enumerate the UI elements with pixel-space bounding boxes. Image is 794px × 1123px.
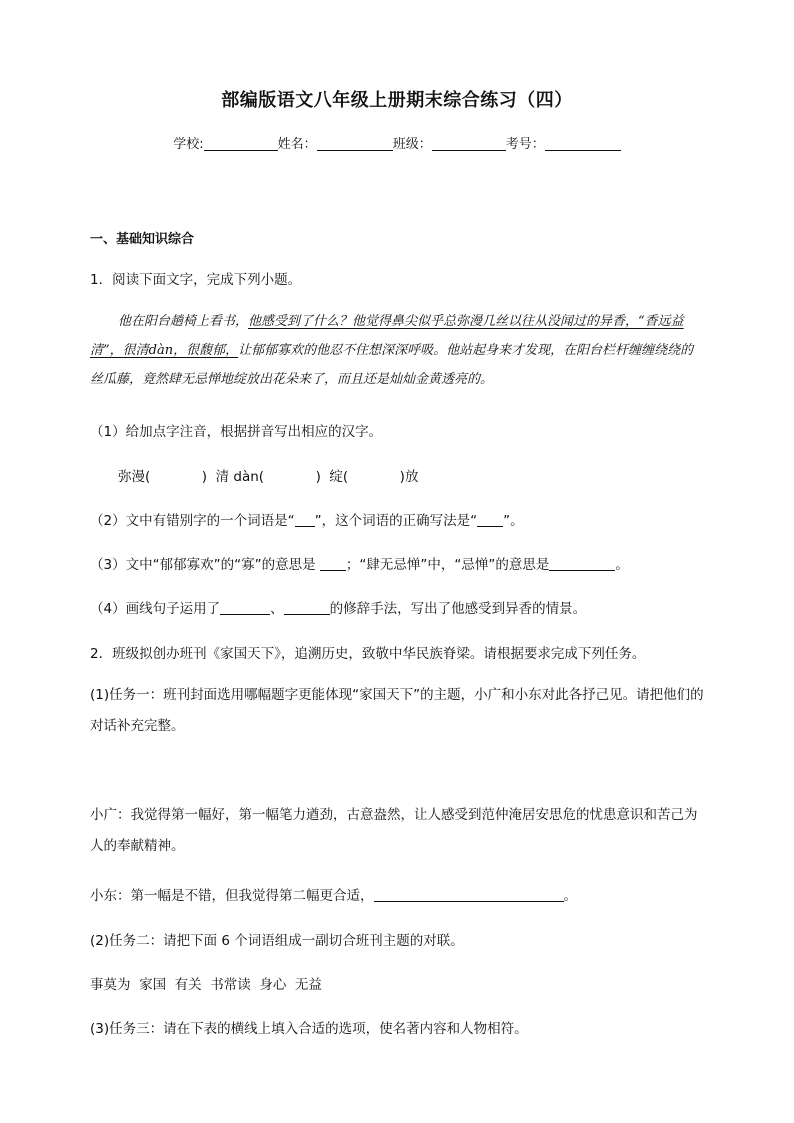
q1-sub4-text-b: 、 <box>270 601 284 617</box>
school-label: 学校: <box>173 137 204 152</box>
xiaoguang-dialogue: 小广：我觉得第一幅好，第一幅笔力遒劲，古意盎然，让人感受到范仲淹居安思危的忧患意识和苦己为人的奉献精神。 <box>90 807 698 854</box>
rhetoric-blank-1[interactable] <box>220 600 270 615</box>
passage-text-start: 他在阳台趟椅上看书， <box>118 314 249 329</box>
rhetoric-blank-2[interactable] <box>284 600 330 615</box>
section-heading: 一、基础知识综合 <box>90 232 195 247</box>
student-info-line <box>0 133 794 152</box>
class-label: 班级： <box>392 137 432 152</box>
q1-sub2-text-b: ”，这个词语的正确写法是“ <box>314 513 478 529</box>
q1-sub4-text-a: （4）画线句子运用了 <box>90 601 221 617</box>
exam-no-label: 考号： <box>505 137 545 152</box>
q1-stem: 1．阅读下面文字，完成下列小题。 <box>90 272 302 288</box>
underlined-sentence: 他感受到了什么？他觉得鼻尖似乎总弥漫几丝以往从没闻过的异香，“香远益清”，很清dàn，很馥郁， <box>90 314 684 358</box>
class-blank[interactable] <box>432 136 506 151</box>
q1-sub3-text-c: 。 <box>615 557 629 573</box>
name-blank[interactable] <box>317 136 393 151</box>
q1-sub4-text-c: 的修辞手法，写出了他感受到异香的情景。 <box>329 601 587 617</box>
couplet-words: 事莫为 家国 有关 书常读 身心 无益 <box>90 977 322 993</box>
q1-sub4 <box>90 597 586 617</box>
q2-task2: (2)任务二：请把下面 6 个词语组成一副切合班刊主题的对联。 <box>90 933 464 949</box>
q2-task3: (3)任务三：请在下表的横线上填入合适的选项，使名著内容和人物相符。 <box>90 1021 528 1037</box>
jidan-meaning-blank[interactable] <box>549 556 615 571</box>
q1-sub3-text-a: （3）文中“郁郁寡欢”的“寡”的意思是 <box>90 557 320 573</box>
exam-no-blank[interactable] <box>545 136 621 151</box>
xiaodong-answer-blank[interactable] <box>374 887 564 902</box>
xiaodong-dialogue <box>90 884 577 904</box>
q1-sub3 <box>90 553 629 573</box>
q1-sub2-text-a: （2）文中有错别字的一个词语是“ <box>90 513 295 529</box>
reading-passage <box>90 307 704 394</box>
xiaodong-end: 。 <box>563 888 577 904</box>
wrong-word-blank[interactable] <box>295 512 315 527</box>
name-label: 姓名： <box>277 137 317 152</box>
passage-text-rest: 让郁郁寡欢的他忍不住想深深呼吸。他站起身来才发现，在阳台栏杆缠缠绕绕的丝瓜藤，竟然肆无忌惮地绽放出花朵来了，而且还是灿灿金黄透亮的。 <box>90 343 694 387</box>
correct-word-blank[interactable] <box>477 512 503 527</box>
q1-sub1: （1）给加点字注音，根据拼音写出相应的汉字。 <box>90 424 383 440</box>
q1-sub3-text-b: ；“肆无忌惮”中，“忌惮”的意思是 <box>345 557 550 573</box>
q1-sub2-text-c: ”。 <box>503 513 524 529</box>
school-blank[interactable] <box>204 136 278 151</box>
page-title: 部编版语文八年级上册期末综合练习（四） <box>221 90 573 111</box>
q2-stem: 2．班级拟创办班刊《家国天下》，追溯历史，致敬中华民族脊梁。请根据要求完成下列任务。 <box>90 646 646 662</box>
gua-meaning-blank[interactable] <box>320 556 346 571</box>
q2-task1: (1)任务一：班刊封面选用哪幅题字更能体现“家国天下”的主题，小广和小东对此各抒己见。请把他们的对话补充完整。 <box>90 687 704 734</box>
xiaodong-text: 小东：第一幅是不错，但我觉得第二幅更合适， <box>90 888 374 904</box>
q1-sub1-items: 弥漫( ) 清 dàn( ) 绽( )放 <box>118 469 419 485</box>
q1-sub2 <box>90 509 524 529</box>
